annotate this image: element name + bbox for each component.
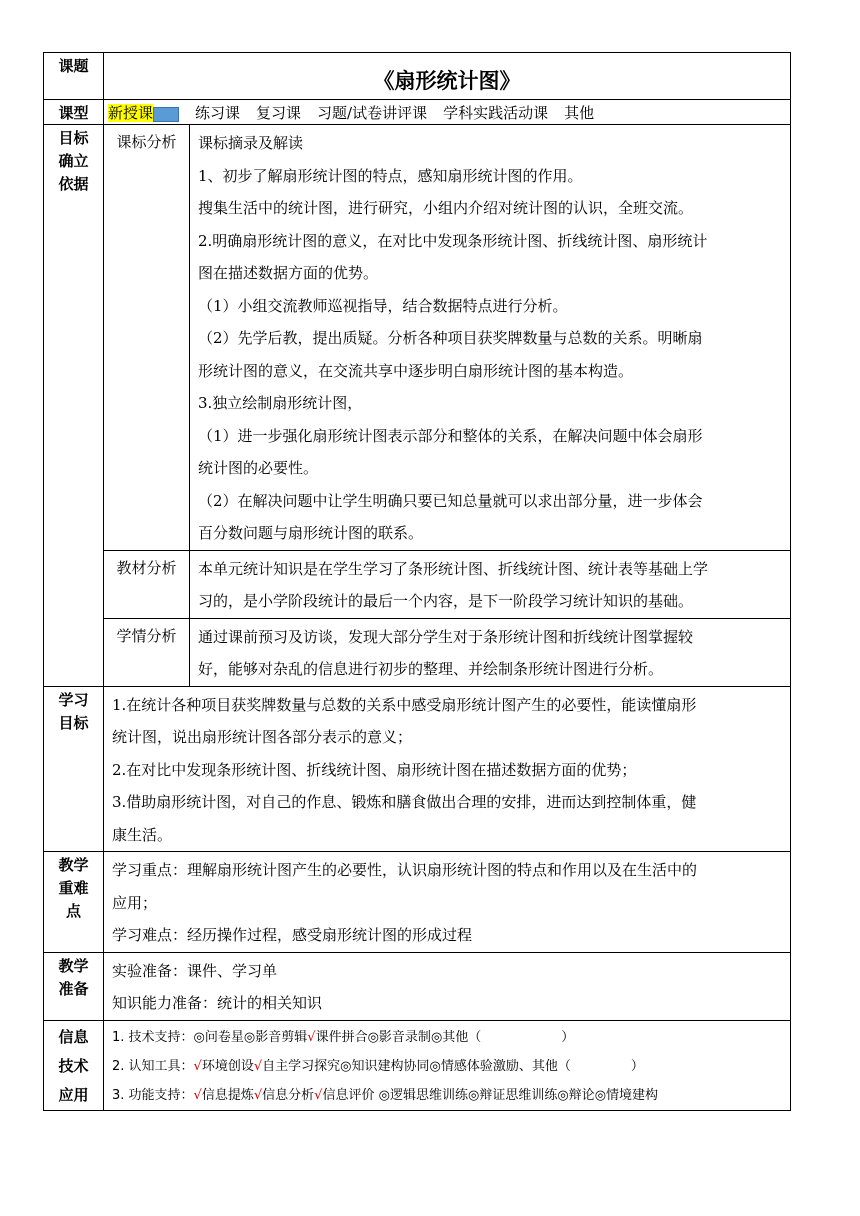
info-tech-item: 影音录制: [378, 1029, 431, 1045]
info-tech-item: 影音剪辑: [255, 1029, 308, 1045]
text-line: 好，能够对杂乱的信息进行初步的整理、并绘制条形统计图进行分析。: [198, 660, 664, 678]
label-line: 点: [65, 902, 81, 920]
circle-option-icon[interactable]: ◎: [367, 1029, 379, 1045]
text-line: 统计图的必要性。: [198, 459, 319, 477]
label-line: 学习: [58, 690, 89, 709]
label-line: 确立: [58, 152, 89, 170]
lesson-type-option[interactable]: 练习课: [195, 104, 241, 122]
info-tech-item: 信息评价: [322, 1087, 379, 1103]
info-tech-item: 情感体验激励、其他（: [440, 1058, 571, 1074]
check-mark-icon[interactable]: √: [193, 1087, 202, 1103]
preparation-label: [44, 952, 104, 1020]
objectives-content: [104, 686, 791, 852]
selected-marker-icon: [153, 107, 179, 122]
curriculum-label: 课标分析: [104, 125, 190, 551]
info-tech-content: [104, 1020, 791, 1110]
textbook-row: [44, 550, 791, 618]
curriculum-content: [190, 125, 791, 551]
page-title: 《扇形统计图》: [104, 53, 791, 100]
info-tech-item: 环境创设: [201, 1058, 254, 1074]
key-points-label: [44, 852, 104, 953]
text-line: 百分数问题与扇形统计图的联系。: [198, 524, 424, 542]
topic-row: [44, 53, 791, 100]
lesson-type-option[interactable]: 其他: [564, 104, 595, 122]
students-label: 学情分析: [104, 618, 190, 686]
label-line: 技术: [58, 1056, 89, 1075]
goal-basis-label: [44, 125, 104, 687]
info-tech-line: [112, 1081, 784, 1110]
circle-option-icon[interactable]: ◎: [429, 1058, 441, 1074]
curriculum-row: [44, 125, 791, 551]
text-line: 统计图，说出扇形统计图各部分表示的意义；: [112, 728, 413, 746]
students-content: [190, 618, 791, 686]
text-line: 搜集生活中的统计图，进行研究，小组内介绍对统计图的认识，全班交流。: [198, 199, 694, 217]
label-line: 信息: [58, 1027, 89, 1046]
check-mark-icon[interactable]: √: [307, 1029, 316, 1045]
text-line: （2）先学后教，提出质疑。分析各种项目获奖牌数量与总数的关系。明晰扇: [198, 329, 703, 347]
info-tech-item: 辩证思维训练: [479, 1087, 558, 1103]
textbook-label: 教材分析: [104, 550, 190, 618]
text-line: （2）在解决问题中让学生明确只要已知总量就可以求出部分量，进一步体会: [198, 491, 703, 510]
text-line: （1）进一步强化扇形统计图表示部分和整体的关系，在解决问题中体会扇形: [198, 426, 703, 445]
label-line: 重难: [58, 879, 89, 897]
circle-option-icon[interactable]: ◎: [557, 1087, 569, 1103]
text-line: 2.在对比中发现条形统计图、折线统计图、扇形统计图在描述数据方面的优势；: [112, 760, 637, 779]
key-points-content: [104, 852, 791, 953]
info-tech-item: 情境建构: [606, 1087, 659, 1103]
info-tech-prefix: 1. 技术支持：: [112, 1029, 194, 1045]
topic-label: 课题: [44, 53, 104, 100]
info-tech-item: 辩论: [568, 1087, 595, 1103]
info-tech-item: 信息分析: [262, 1087, 315, 1103]
info-tech-suffix: ）: [630, 1058, 644, 1074]
text-line: 习的，是小学阶段统计的最后一个内容，是下一阶段学习统计知识的基础。: [198, 592, 694, 610]
text-line: （1）小组交流教师巡视指导，结合数据特点进行分析。: [198, 296, 568, 315]
circle-option-icon[interactable]: ◎: [340, 1058, 352, 1074]
lesson-type-option-selected[interactable]: 新授课: [108, 104, 154, 122]
check-mark-icon[interactable]: √: [314, 1087, 323, 1103]
info-tech-item: 逻辑思维训练: [389, 1087, 468, 1103]
text-line: 知识能力准备：统计的相关知识: [112, 994, 323, 1012]
key-points-row: [44, 852, 791, 953]
info-tech-item: 问卷星: [204, 1029, 244, 1045]
preparation-row: [44, 952, 791, 1020]
info-tech-line: [112, 1023, 784, 1052]
info-tech-item: 自主学习探究: [262, 1058, 341, 1074]
circle-option-icon[interactable]: ◎: [193, 1029, 205, 1045]
label-line: 应用: [58, 1085, 89, 1104]
label-line: 目标: [58, 129, 89, 147]
text-line: 通过课前预习及访谈，发现大部分学生对于条形统计图和折线统计图掌握较: [198, 627, 694, 646]
objectives-row: [44, 686, 791, 852]
info-tech-prefix: 2. 认知工具：: [112, 1058, 194, 1074]
circle-option-icon[interactable]: ◎: [378, 1087, 390, 1103]
text-line: 康生活。: [112, 825, 173, 844]
circle-option-icon[interactable]: ◎: [243, 1029, 256, 1045]
preparation-content: [104, 952, 791, 1020]
text-line: 应用；: [112, 893, 158, 912]
label-line: 教学: [58, 956, 89, 975]
label-line: 教学: [58, 856, 89, 874]
text-line: 课标摘录及解读: [198, 134, 304, 152]
check-mark-icon[interactable]: √: [253, 1087, 263, 1103]
lesson-type-option[interactable]: 学科实践活动课: [443, 104, 549, 122]
info-tech-row: [44, 1020, 791, 1110]
text-line: 图在描述数据方面的优势。: [198, 264, 379, 282]
check-mark-icon[interactable]: √: [193, 1058, 202, 1074]
objectives-label: [44, 686, 104, 852]
info-tech-item: 知识建构协同: [351, 1058, 430, 1074]
lesson-type-options: [104, 100, 791, 125]
circle-option-icon[interactable]: ◎: [594, 1087, 607, 1103]
text-line: 学习重点：理解扇形统计图产生的必要性，认识扇形统计图的特点和作用以及在生活中的: [112, 861, 698, 879]
check-mark-icon[interactable]: √: [253, 1058, 263, 1074]
textbook-content: [190, 550, 791, 618]
text-line: 学习难点：经历操作过程，感受扇形统计图的形成过程: [112, 926, 473, 944]
info-tech-label: [44, 1020, 104, 1110]
text-line: 实验准备：课件、学习单: [112, 961, 278, 980]
lesson-type-row: [44, 100, 791, 125]
circle-option-icon[interactable]: ◎: [467, 1087, 480, 1103]
label-line: 准备: [58, 979, 89, 998]
text-line: 2.明确扇形统计图的意义，在对比中发现条形统计图、折线统计图、扇形统计: [198, 231, 708, 250]
label-line: 目标: [58, 713, 89, 732]
text-line: 1.在统计各种项目获奖牌数量与总数的关系中感受扇形统计图产生的必要性，能读懂扇形: [112, 695, 697, 714]
info-tech-item: 其他（: [442, 1029, 482, 1045]
info-tech-line: [112, 1052, 784, 1081]
lesson-type-option[interactable]: 复习课: [256, 104, 302, 122]
circle-option-icon[interactable]: ◎: [430, 1029, 443, 1045]
info-tech-suffix: ）: [561, 1029, 575, 1045]
lesson-type-label: 课型: [44, 100, 104, 125]
text-line: 3.独立绘制扇形统计图，: [198, 394, 363, 412]
lesson-plan-table: [43, 52, 791, 1111]
info-tech-item: 课件拼合: [315, 1029, 368, 1045]
text-line: 本单元统计知识是在学生学习了条形统计图、折线统计图、统计表等基础上学: [198, 559, 709, 578]
lesson-type-option[interactable]: 习题/试卷讲评课: [317, 104, 428, 122]
label-line: 依据: [58, 175, 89, 193]
text-line: 1、初步了解扇形统计图的特点，感知扇形统计图的作用。: [198, 166, 583, 185]
students-row: [44, 618, 791, 686]
info-tech-prefix: 3. 功能支持：: [112, 1087, 194, 1103]
text-line: 形统计图的意义，在交流共享中逐步明白扇形统计图的基本构造。: [198, 361, 634, 380]
info-tech-item: 信息提炼: [201, 1087, 254, 1103]
text-line: 3.借助扇形统计图，对自己的作息、锻炼和膳食做出合理的安排，进而达到控制体重，健: [112, 793, 697, 811]
